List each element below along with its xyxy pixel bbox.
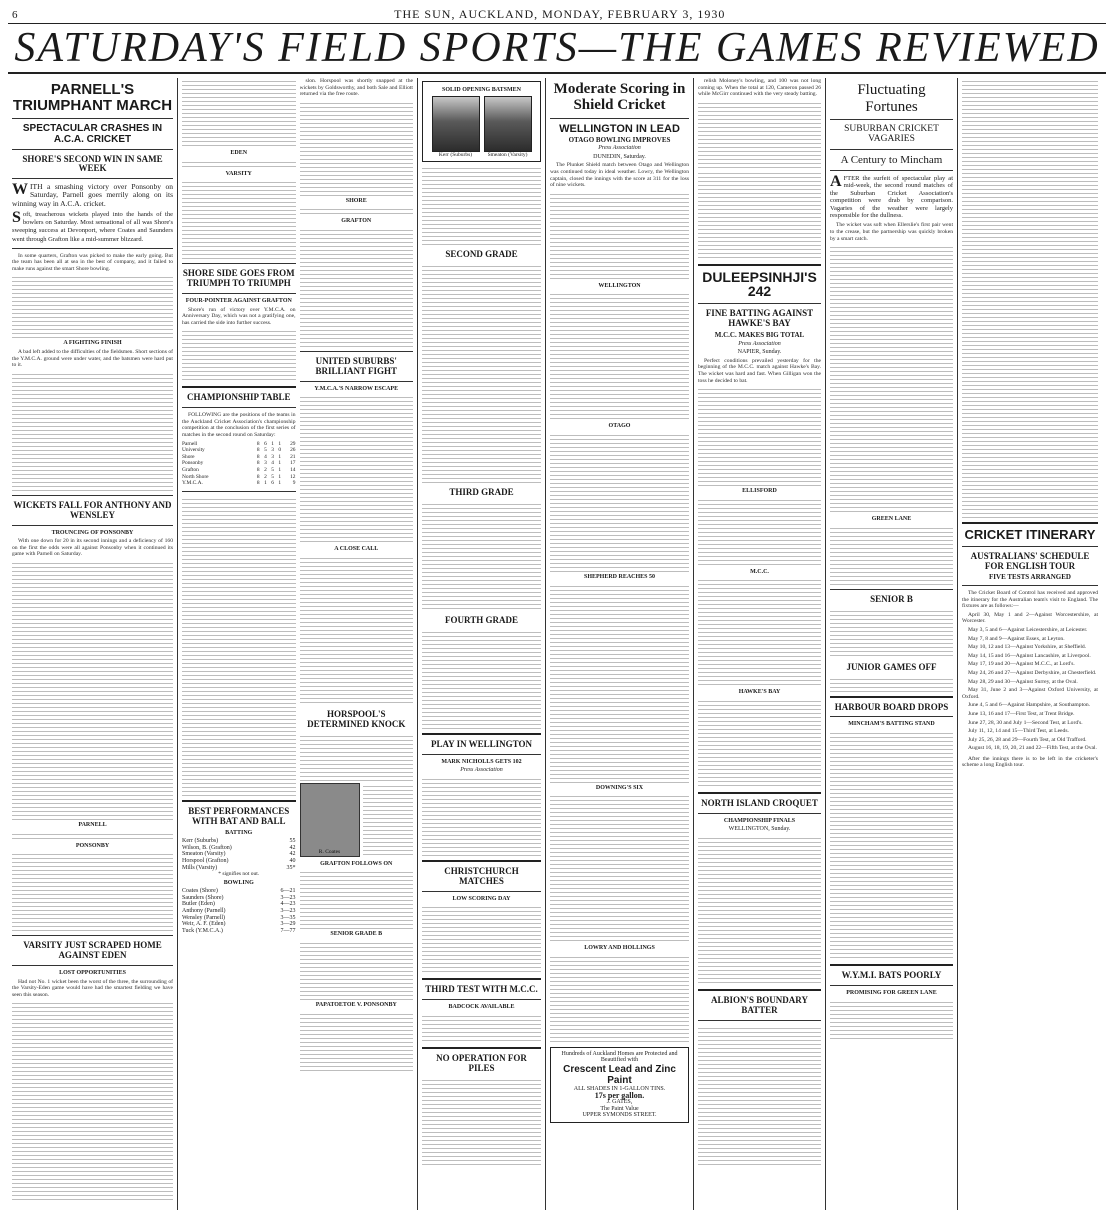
scorecard-block [12,851,173,931]
crescent-paint-ad [550,1047,689,1123]
score-heading-ellisford: ELLISFORD [742,488,777,495]
article-text-block [422,165,541,245]
table-cell: 17 [290,460,296,467]
article-text-block [962,78,1098,518]
player-figure: 42 [289,844,296,851]
lead-paragraph-2: Soft, treacherous wickets played into the hands of the bowlers on Saturday. Most sensational of all was Shore's sweeping success at Devonport, where Coates and Saunders went through Grafton like a mid-summer blizzard. [12,208,173,243]
article-text: Had not No. 1 wicket been the worst of the three, the surrounding of the Varsity-Eden game would have had the smartest fielding we have seen this season. [12,978,173,998]
subhead-shepherd: SHEPHERD REACHES 50 [583,573,655,580]
press-association: Press Association [738,340,781,347]
article-text-block [422,904,541,974]
table-cell: 1 [278,453,282,460]
article-text: The Cricket Board of Control has received and approved the itinerary for the Australian team's visit to England. The fixtures are as follows:— [962,590,1098,610]
table-cell: 5 [271,466,274,473]
table-cell: Grafton [182,466,199,473]
batting-table [182,838,296,871]
table-cell: 1 [278,480,282,487]
table-cell: 14 [290,466,296,473]
article-text-block [182,78,296,148]
ad-line-1: Hundreds of Auckland Homes are Protected and Beautified with [561,1050,678,1064]
table-cell: 9 [292,480,296,487]
table-cell: 26 [290,447,296,454]
subhead-badcock: BADCOCK AVAILABLE [448,1004,515,1011]
ad-product: Crescent Lead and Zinc Paint [563,1063,676,1086]
headline-shield: Moderate Scoring in Shield Cricket [553,81,686,113]
subhead-best-performances: BEST PERFORMANCES WITH BAT AND BALL [188,805,290,826]
table-cell: 1 [278,466,282,473]
article-text: A bad left added to the difficulties of the fieldsmen. Short sections of the Y.M.C.A. ground were under water, and the batsmen were hard put to it. [12,349,173,369]
dateline: DUNEDIN, Saturday. [593,153,646,160]
ad-line-3: ALL SHADES IN 1-GALLON TINS. [573,1085,666,1092]
subhead-downing: DOWNING'S SIX [595,784,644,791]
ad-tagline: The Paint Value [600,1105,639,1112]
subhead-christchurch: CHRISTCHURCH MATCHES [444,865,519,886]
scorecard-block [698,497,821,567]
scorecard-block [830,444,953,514]
fixture-item: May 31, June 2 and 3—Against Oxford University, at Oxford. [962,687,1098,700]
subhead-third-test: THIRD TEST WITH M.C.C. [425,984,538,995]
subhead-second-grade: SECOND GRADE [445,249,518,260]
table-cell: 1 [278,460,282,467]
table-cell: Parnell [182,440,198,447]
column-itinerary [958,78,1102,1210]
table-cell: 8 [256,440,260,447]
column-shore-left [182,78,296,1210]
scorecard-block [698,170,821,260]
subhead-senior-b: SENIOR B [870,593,913,604]
score-heading-mcc: M.C.C. [750,568,769,575]
player-name: Wilson, B. (Grafton) [182,844,232,851]
score-heading-ponsonby: PONSONBY [75,842,110,849]
article-text: Shore's run of victory over Y.M.C.A. on Anniversary Day, which was not a gratifying one, has carried the side into further success. [182,306,296,326]
article-text: relish Moloney's bowling, and 100 was not long coming up. When the total at 120, Cameron passed 26 while McGirr continued with the very steady batting. [698,78,821,98]
fixtures-list [962,612,1098,752]
article-text-block [300,869,414,929]
ad-price: 17s per gallon. [594,1090,645,1100]
player-name: Horspool (Grafton) [182,857,229,864]
table-cell: 12 [290,473,296,480]
subhead-lowry-hollings: LOWRY AND HOLLINGS [584,945,655,952]
article-text: The wicket was soft when Ellerslie's first pair went to the crease, but the partnership was quickly broken by a smart catch. [830,222,953,242]
player-figure: 6—21 [280,888,296,895]
table-row [182,480,296,487]
subhead-united-suburbs: UNITED SUBURBS' BRILLIANT FIGHT [315,355,398,376]
table-cell: 3 [271,453,274,460]
player-figure: 42 [289,851,296,858]
table-cell: 6 [264,440,267,447]
subhead-low-scoring: LOW SCORING DAY [452,895,511,902]
ad-text-block [422,1077,541,1167]
table-cell: 1 [264,480,267,487]
article-text-block [550,954,689,1044]
fixture-item: April 30, May 1 and 2—Against Worcestershire, at Worcester. [962,611,1098,625]
table-row [182,441,296,448]
subhead-lost-opportunities: LOST OPPORTUNITIES [59,969,126,976]
ad-address: UPPER SYMONDS STREET. [582,1112,657,1119]
column-shield [546,78,694,1210]
championship-table [182,441,296,487]
subhead-trouncing: TROUNCING OF PONSONBY [51,529,134,536]
article-text-block [300,940,414,1000]
subhead-otago-bowling: OTAGO BOWLING IMPROVES [568,135,671,144]
table-cell: 2 [264,473,267,480]
subhead-fine-batting: FINE BATTING AGAINST HAWKE'S BAY [705,308,814,329]
article-text-block [698,835,821,985]
subhead-century: A Century to Mincham [840,153,943,166]
subhead-papatoetoe: PAPATOETOE V. PONSONBY [315,1001,397,1008]
article-text-block [300,555,414,705]
article-text-block [422,1013,541,1043]
subhead-play-wellington: PLAY IN WELLINGTON [430,738,533,749]
article-text-block [698,1025,821,1165]
subhead-varsity: VARSITY JUST SCRAPED HOME AGAINST EDEN [23,940,162,961]
masthead [8,6,1106,24]
score-heading-green-lane: GREEN LANE [871,516,912,523]
page-banner: SATURDAY'S FIELD SPORTS—THE GAMES REVIEWED [8,24,1106,74]
article-text: The Plunket Shield match between Otago and Wellington was continued today in ideal weather. Lowry, the Wellington captain, closed the innings with the score at 311 for the loss of nine wickets. [550,162,689,189]
player-name: Butler (Eden) [182,901,215,908]
player-figure: 7—77 [280,927,296,934]
table-cell: 5 [264,447,267,454]
column-suburban [826,78,958,1210]
bowling-table [182,888,296,934]
press-association: Press Association [460,767,503,774]
table-cell: Shore [182,453,195,460]
table-row [182,921,296,928]
photos-row [426,96,537,152]
subhead-championship-table: CHAMPIONSHIP TABLE [187,392,291,403]
subhead-fighting-finish: A FIGHTING FINISH [63,340,122,347]
article-text-block [422,263,541,483]
table-row [182,888,296,895]
article-text-block [12,1000,173,1200]
subhead-croquet: NORTH ISLAND CROQUET [701,797,818,808]
player-figure: 40 [289,857,296,864]
subhead-mincham: MINCHAM'S BATTING STAND [848,721,935,728]
page-number: 6 [12,8,18,21]
column-parnell [8,78,178,1210]
article-text-block [550,793,689,943]
player-name: Kerr (Suburbs) [182,838,219,845]
player-figure: 3—23 [280,908,296,915]
table-row [182,454,296,461]
table-cell: 0 [278,447,282,454]
subhead-vagaries: SUBURBAN CRICKET VAGARIES [844,124,939,145]
score-heading-otago: OTAGO [608,423,631,430]
kerr-caption: Kerr (Suburbs) [438,151,473,158]
score-heading-wellington: WELLINGTON [598,282,641,289]
subhead-five-tests: FIVE TESTS ARRANGED [989,573,1071,582]
headline-parnell: PARNELL'S TRIUMPHANT MARCH [12,81,173,114]
article-text: In some quarters, Grafton was picked to make the early going. But the team has been all at sea in the best of company, and it failed to make runs against the smart Shore bowling. [12,252,173,272]
table-cell: University [182,447,205,454]
article-text-block [550,583,689,783]
subhead-green-lane: PROMISING FOR GREEN LANE [846,989,937,996]
fixture-item: June 27, 28, 30 and July 1—Second Test, at Lord's. [968,719,1083,726]
table-row [182,928,296,935]
score-heading-hawkes-bay: HAWKE'S BAY [738,689,781,696]
table-row [182,460,296,467]
table-cell: 1 [278,440,282,447]
table-cell: 4 [271,460,274,467]
table-cell: 2 [264,466,267,473]
table-row [182,467,296,474]
table-cell: 8 [256,460,260,467]
headline-itinerary: CRICKET ITINERARY [964,527,1096,542]
table-row [182,447,296,454]
table-cell: 1 [278,473,282,480]
table-cell: 21 [290,453,296,460]
fixture-item: May 28, 29 and 30—Against Surrey, at the Oval. [968,678,1078,685]
table-cell: 8 [256,473,260,480]
article-text-block [300,733,414,783]
subhead-wellington-lead: WELLINGTON IN LEAD [559,122,680,135]
table-cell: 6 [271,480,274,487]
headline-fluctuating: Fluctuating Fortunes [857,82,926,115]
article-text-block [550,432,689,572]
coates-photo [300,783,360,857]
column-shore [178,78,418,1210]
not-out-note: * signifies not out. [218,871,260,878]
player-figure: 55 [289,838,296,845]
coates-caption: R. Coates [318,849,341,856]
table-cell: 3 [271,447,274,454]
article-text-block [300,1011,414,1071]
table-cell: 1 [271,440,274,447]
table-cell: 29 [290,440,296,447]
table-cell: Ponsonby [182,460,204,467]
subhead-championship-finals: CHAMPIONSHIP FINALS [723,817,796,824]
bowling-label: BOWLING [223,879,254,886]
smeaton-photo [484,96,532,152]
lead-paragraph: AFTER the surfeit of spectacular play at mid-week, the second round matches of the Suburban Cricket Association's competition were drab by comparison. Vagaries of the weather were largely responsible for the dullness. [830,172,953,219]
subhead-australians: AUSTRALIANS' SCHEDULE FOR ENGLISH TOUR [970,550,1090,571]
fixture-item: May 10, 12 and 13—Against Yorkshire, at Sheffield. [968,644,1087,651]
scorecard-block [182,159,296,169]
article-text-block [363,783,414,857]
article-text: slon. Horspool was shortly snapped at the wickets by Goldsworthy, and both Sale and Elliott returned via the free route. [299,78,413,98]
table-row [182,858,296,865]
scorecard-block [830,525,953,585]
table-cell: 5 [271,473,274,480]
table-cell: North Shore [182,473,209,480]
score-heading-shore: SHORE [345,197,367,204]
subhead-fourth-grade: FOURTH GRADE [445,614,518,625]
player-name: Anthony (Parnell) [182,908,226,915]
player-name: Mills (Varsity) [182,864,218,871]
article-text-block [830,244,953,444]
fixture-item: June 13, 16 and 17—First Test, at Trent Bridge. [968,710,1075,717]
score-heading-varsity: VARSITY [225,170,252,177]
article-text-block [698,100,821,170]
subhead-wymi: W.Y.M.I. BATS POORLY [841,970,942,981]
subhead-horspool: HORSPOOL'S DETERMINED KNOCK [307,708,406,729]
ad-piles: NO OPERATION FOR PILES [436,1052,527,1073]
coates-photo-row [300,783,414,857]
player-name: Saunders (Shore) [182,894,224,901]
player-name: Coates (Shore) [182,888,218,895]
table-row [182,838,296,845]
fixture-item: June 4, 5 and 6—Against Hampshire, at Southampton. [968,702,1091,709]
article-text-block [182,328,296,382]
table-row [182,851,296,858]
ad-vendor: J. GATES, [606,1099,633,1106]
article-text-block [422,501,541,611]
score-heading-grafton: GRAFTON [341,218,372,225]
table-cell: 8 [256,480,260,487]
article-text: After the innings there is to be left in the cricketer's scheme a long English tour. [962,755,1098,769]
score-heading-parnell: PARNELL [78,822,107,829]
table-intro: FOLLOWING are the positions of the teams in the Auckland Cricket Association's championship competition at the conclusion of the first series of matches in the second round on Saturday: [182,412,296,439]
score-heading-eden: EDEN [230,150,248,156]
article-text-block [422,776,541,856]
table-row [182,908,296,915]
article-text-block [182,496,296,796]
column-shore-right [300,78,414,1210]
fixture-item: May 3, 5 and 6—Against Leicestershire, at Leicester. [968,626,1088,633]
subhead-ymca-escape: Y.M.C.A.'S NARROW ESCAPE [314,385,399,392]
article-text-block [300,100,414,196]
article-text-block [830,730,953,960]
player-figure: 35* [286,864,296,871]
table-cell: 3 [264,460,267,467]
subhead-close-call: A CLOSE CALL [334,546,379,553]
article-text-block [422,629,541,729]
table-cell: 4 [264,453,267,460]
subhead-four-pointer: FOUR-POINTER AGAINST GRAFTON [185,297,292,304]
subhead-shore-side: SHORE SIDE GOES FROM TRIUMPH TO TRIUMPH [182,268,295,289]
article-text-block [12,371,173,491]
player-name: Weir, A. F. (Eden) [182,921,226,928]
column-grades [418,78,546,1210]
article-text-block [12,560,173,820]
column-mcc [694,78,826,1210]
subhead-albion: ALBION'S BOUNDARY BATTER [711,994,808,1015]
player-figure: 3—29 [280,921,296,928]
fixture-item: May 7, 8 and 9—Against Essex, at Leyton. [968,635,1065,642]
article-text: With one down for 20 in its second innings and a deficiency of 160 on the first the odds were all against Ponsonby when it continued its game with Parnell on Saturday. [12,538,173,558]
photo-box-title: SOLID OPENING BATSMEN [442,87,521,93]
columns [8,78,1106,1210]
table-cell: 8 [256,453,260,460]
article-text-block [830,608,953,658]
subhead-senior-b: SENIOR GRADE B [330,931,383,938]
article-text-block [12,274,173,338]
table-cell: 8 [256,447,260,454]
subhead-junior-games: JUNIOR GAMES OFF [846,661,937,672]
smeaton-caption: Smeaton (Varsity) [487,151,528,158]
photo-captions [426,152,537,159]
kerr-photo [432,96,480,152]
article-text-block [300,394,414,544]
fixture-item: July 11, 12, 14 and 15—Third Test, at Leeds. [968,728,1069,735]
batsmen-photo-box [422,81,541,162]
scorecard-block [300,206,414,216]
table-cell: Y.M.C.A. [182,480,203,487]
player-figure: 3—35 [280,914,296,921]
fixture-item: May 24, 26 and 27—Against Derbyshire, at Chesterfield. [968,669,1097,676]
scorecard-block [698,577,821,687]
table-row [182,474,296,481]
player-figure: 3—23 [280,894,296,901]
player-name: Wensley (Parnell) [182,914,226,921]
table-cell: 8 [256,466,260,473]
subhead-harbour-board: HARBOUR BOARD DROPS [834,701,949,712]
scorecard-block [550,291,689,421]
article-text-block [550,191,689,281]
player-name: Tuck (Y.M.C.A.) [182,927,223,934]
article-text-block [830,676,953,692]
scorecard-block [182,179,296,259]
subhead-shore: SHORE'S SECOND WIN IN SAME WEEK [22,153,163,174]
lead-paragraph: WITH a smashing victory over Ponsonby on Saturday, Parnell goes merrily along on its winning way in A.C.A. cricket. [12,181,173,208]
batting-label: BATTING [225,829,253,836]
scorecard-block [300,227,414,347]
article-text-block [698,386,821,486]
article-text: Perfect conditions prevailed yesterday for the beginning of the M.C.C. match against Hawke's Bay. The wicket was hard and fast. When Gilligan won the toss he decided to bat. [698,357,821,384]
subhead-aca: SPECTACULAR CRASHES IN A.C.A. CRICKET [22,122,163,145]
subhead-mcc-total: M.C.C. MAKES BIG TOTAL [714,330,805,339]
fixture-item: August 16, 18, 19, 20, 21 and 22—Fifth Test, at the Oval. [968,745,1097,752]
subhead-third-grade: THIRD GRADE [449,487,514,498]
paper-dateline: THE SUN, AUCKLAND, MONDAY, FEBRUARY 3, 1930 [394,7,726,21]
dateline-2: WELLINGTON, Sunday. [728,826,791,833]
headline-duleepsinhji: DULEEPSINHJI'S 242 [702,268,817,300]
scorecard-block [698,698,821,788]
subhead-nicholls: MARK NICHOLLS GETS 102 [441,758,522,765]
scorecard-block [12,831,173,841]
dateline: NAPIER, Sunday. [737,349,782,356]
fixture-item: May 17, 19 and 20—Against M.C.C., at Lord's. [968,661,1075,668]
subhead-wickets-fall: WICKETS FALL FOR ANTHONY AND WENSLEY [13,499,172,520]
player-name: Smeaton (Varsity) [182,851,226,858]
fixture-item: May 14, 15 and 16—Against Lancashire, at Liverpool. [968,652,1091,659]
player-figure: 4—23 [280,901,296,908]
fixture-item: July 25, 26, 28 and 29—Fourth Test, at Old Trafford. [968,736,1087,743]
press-association: Press Association [598,145,641,152]
article-text-block [830,999,953,1039]
subhead-grafton-follows: GRAFTON FOLLOWS ON [320,860,393,867]
